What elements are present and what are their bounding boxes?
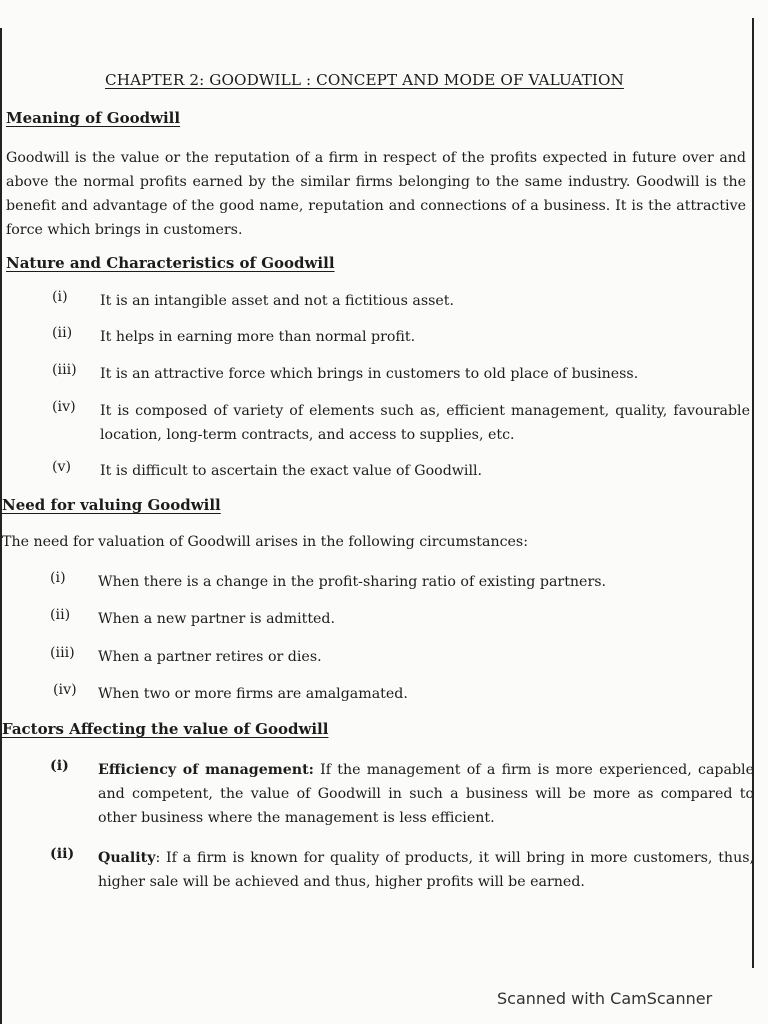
list-item	[50, 846, 758, 918]
factor-term: Quality	[98, 850, 156, 866]
list-item-text: When two or more firms are amalgamated.	[98, 686, 408, 702]
need-heading: Need for valuing Goodwill	[2, 496, 221, 514]
list-item-number: (ii)	[50, 846, 75, 862]
list-item-number: (i)	[52, 289, 68, 305]
list-item	[52, 459, 752, 483]
scanner-watermark: Scanned with CamScanner	[497, 989, 713, 1008]
list-item-text	[98, 758, 754, 830]
list-item	[52, 399, 752, 447]
list-item-number: (ii)	[50, 607, 71, 623]
list-item-number: (iii)	[52, 362, 77, 378]
need-intro: The need for valuation of Goodwill arises in the following circumstances:	[2, 534, 528, 550]
list-item	[52, 289, 752, 313]
list-item	[53, 682, 753, 706]
nature-heading: Nature and Characteristics of Goodwill	[6, 254, 335, 272]
list-item-number: (i)	[50, 758, 69, 774]
list-item-number: (iii)	[50, 645, 75, 661]
factor-description: : If a firm is known for quality of products, it will bring in more customers, thus, higher sale will be achieved and thus, higher profits will be earned.	[98, 850, 754, 890]
list-item-number: (i)	[50, 570, 66, 586]
list-item-text: It is difficult to ascertain the exact value of Goodwill.	[100, 463, 483, 479]
list-item-text: When a partner retires or dies.	[98, 649, 322, 665]
factor-description: If the management of a firm is more experienced, capable and competent, the value of Goodwill in such a business will be more as compared to other business where the management is less efficient.	[98, 762, 754, 826]
list-item-number: (iv)	[53, 682, 77, 698]
list-item-number: (iv)	[52, 399, 76, 415]
list-item	[50, 758, 758, 830]
list-item	[52, 362, 752, 386]
list-item-text: When a new partner is admitted.	[98, 611, 336, 627]
left-border-line	[0, 28, 2, 1024]
meaning-paragraph: Goodwill is the value or the reputation of a firm in respect of the profits expected in future over and above the normal profits earned by the similar firms belonging to the same industry. Goodwill is the benefit and advantage of the good name, reputation and connections of a business. It is the attractive force which brings in customers.	[6, 150, 746, 238]
list-item	[50, 570, 750, 594]
factor-term: Efficiency of management:	[98, 762, 314, 778]
list-item-number: (ii)	[52, 325, 73, 341]
list-item-text: When there is a change in the profit-sharing ratio of existing partners.	[98, 574, 607, 590]
list-item-text: It helps in earning more than normal profit.	[100, 329, 416, 345]
list-item-number: (v)	[52, 459, 72, 475]
list-item-text: It is an intangible asset and not a fictitious asset.	[100, 293, 455, 309]
list-item	[50, 645, 750, 669]
meaning-heading: Meaning of Goodwill	[6, 109, 181, 127]
list-item	[52, 325, 752, 349]
list-item	[50, 607, 750, 631]
list-item-text: It is an attractive force which brings in customers to old place of business.	[100, 366, 639, 382]
list-item-text: It is composed of variety of elements such as, efficient management, quality, favourable location, long-term contracts, and access to supplies, etc.	[100, 403, 750, 443]
list-item-text	[98, 846, 754, 894]
chapter-title: CHAPTER 2: GOODWILL : CONCEPT AND MODE OF VALUATION	[105, 71, 624, 89]
factors-heading: Factors Affecting the value of Goodwill	[2, 720, 329, 738]
